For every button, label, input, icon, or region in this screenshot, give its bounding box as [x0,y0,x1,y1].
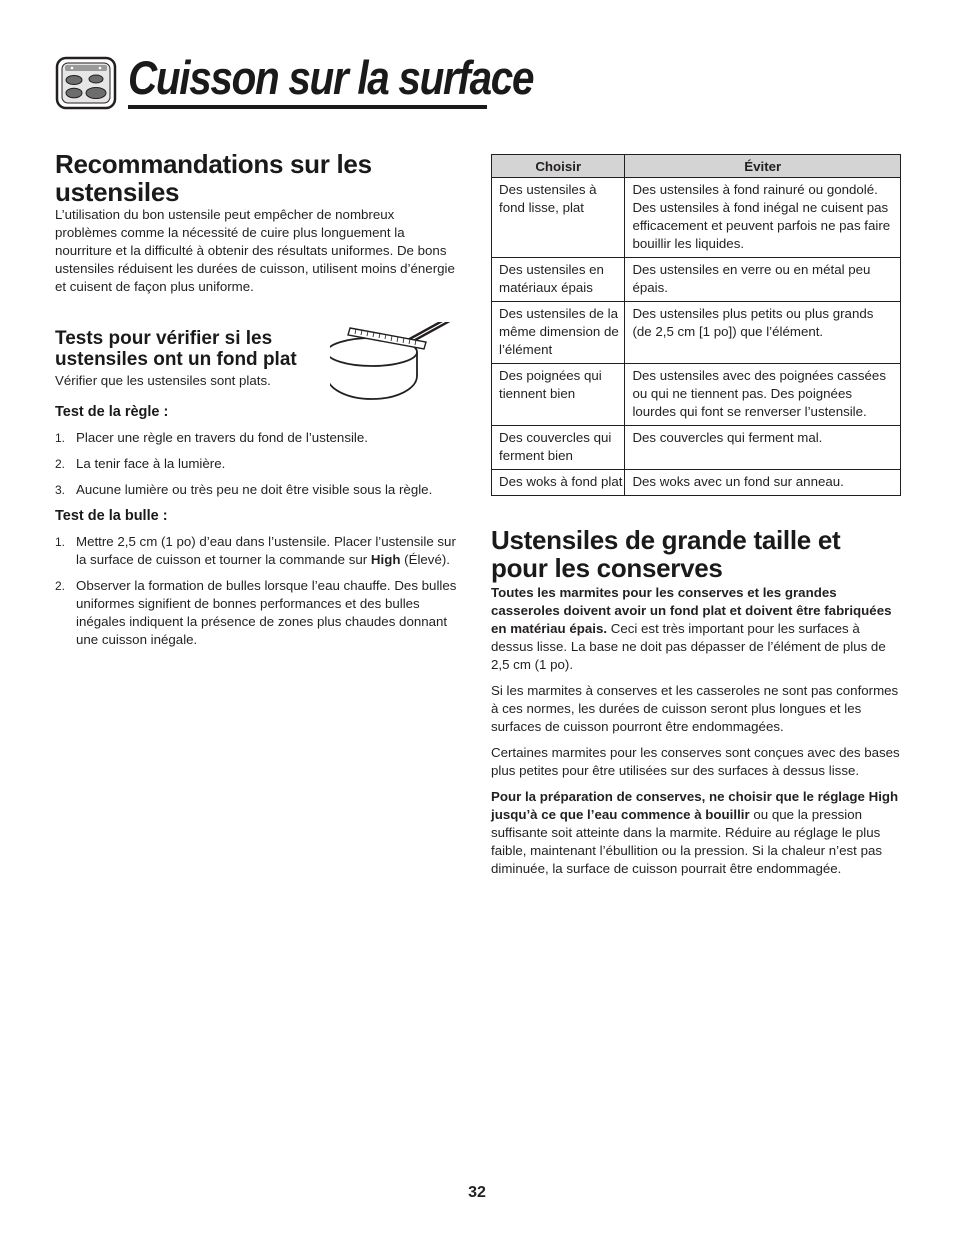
step-number: 2. [55,579,66,593]
section-heading: Ustensiles de grande taille et pour les conserves [491,525,841,583]
list-item [55,481,458,499]
step-text-end: (Élevé). [400,552,450,567]
choose-cell: Des ustensiles en matériaux épais [492,258,625,302]
paragraph-text: ou que la pression suffisante soit atteinte dans la marmite. Réduire au réglage le plus faible, maintenant l’ébullition ou la pression. Si la chaleur n’est pas diminuée, la surface de cuisson pourrait être endommagée. [491,807,883,876]
paragraph [491,788,901,878]
table-row [492,470,901,496]
pan-with-ruler-illustration [330,322,460,402]
choose-avoid-table [491,154,901,496]
list-item [55,429,458,447]
ruler-test-steps [55,429,458,499]
list-item [55,577,458,649]
ruler-test-heading: Test de la règle : [55,404,169,420]
bubble-test-heading: Test de la bulle : [55,508,168,524]
table-header-row [492,155,901,178]
bold-lead: Toutes les marmites pour les conserves et les grandes casseroles doivent avoir un fond plat et doivent être fabriquées en matériau épais. [491,585,892,636]
step-text: La tenir face à la lumière. [76,456,226,471]
choose-cell: Des poignées qui tiennent bien [492,364,625,426]
table-row [492,426,901,470]
page-number: 32 [468,1184,486,1201]
title-underline [128,105,487,109]
paragraph [491,584,901,674]
choose-cell: Des ustensiles à fond lisse, plat [492,178,625,258]
choose-cell: Des woks à fond plat [492,470,625,496]
step-number: 1. [55,431,66,445]
flat-bottom-tests [55,328,458,649]
step-text: Observer la formation de bulles lorsque l’eau chauffe. Des bulles uniformes signifient de bonnes performances et des bulles inégales indiquent la présence de zones plus chaudes donnant une cuisson inégale. [76,578,457,647]
step-number: 1. [55,535,66,549]
step-number: 2. [55,457,66,471]
choose-cell: Des ustensiles de la même dimension de l’élément [492,302,625,364]
table-row [492,364,901,426]
avoid-cell: Des ustensiles plus petits ou plus grands (de 2,5 cm [1 po]) que l’élément. [625,302,901,364]
avoid-cell: Des ustensiles avec des poignées cassées ou qui ne tiennent pas. Des poignées lourdes qui font se renverser l’ustensile. [625,364,901,426]
choose-cell: Des couvercles qui ferment bien [492,426,625,470]
flat-test-heading: Tests pour vérifier si les ustensiles ont un fond plat [55,328,297,370]
avoid-cell: Des ustensiles à fond rainuré ou gondolé. Des ustensiles à fond inégal ne cuisent pas efficacement et peuvent parfois ne pas faire bouillir les liquides. [625,178,901,258]
avoid-cell: Des ustensiles en verre ou en métal peu épais. [625,258,901,302]
cooktop-icon [55,55,117,110]
page-title: Cuisson sur la surface [128,51,534,104]
large-cookware-canning-section [491,526,901,886]
paragraph: Si les marmites à conserves et les casseroles ne sont pas conformes à ces normes, les durées de cuisson seront plus longues et les surfaces de cuisson pourront être endommagées. [491,683,899,734]
step-text: Mettre 2,5 cm (1 po) d’eau dans l’ustensile. Placer l’ustensile sur la surface de cuisson et tourner la commande sur [76,534,456,567]
table-row [492,258,901,302]
step-text: Placer une règle en travers du fond de l’ustensile. [76,430,368,445]
paragraph-text: Ceci est très important pour les surfaces à dessus lisse. La base ne doit pas dépasser de l’élément de plus de 2,5 cm (1 po). [491,621,886,672]
avoid-cell: Des woks avec un fond sur anneau. [625,470,901,496]
header-avoid: Éviter [625,155,901,178]
cookware-recommendations-section [55,150,458,657]
list-item [55,455,458,473]
section-heading: Recommandations sur les ustensiles [55,149,372,207]
avoid-cell: Des couvercles qui ferment mal. [625,426,901,470]
table-row [492,302,901,364]
step-number: 3. [55,483,66,497]
bold-lead: Pour la préparation de conserves, ne choisir que le réglage High jusqu’à ce que l’eau commence à bouillir [491,789,899,822]
table-row [492,178,901,258]
intro-paragraph: L’utilisation du bon ustensile peut empêcher de nombreux problèmes comme la nécessité de cuire plus longuement la nourriture et la difficulté à obtenir des résultats uniformes. De bons ustensiles réduisent les durées de cuisson, utilisent moins d’énergie et cuisent de façon plus uniforme. [55,207,455,294]
bubble-test-steps [55,533,458,649]
step-text: Aucune lumière ou très peu ne doit être visible sous la règle. [76,482,433,497]
setting-high: High [370,552,401,567]
header-choose: Choisir [492,155,625,178]
flat-test-note: Vérifier que les ustensiles sont plats. [55,373,271,388]
paragraph: Certaines marmites pour les conserves sont conçues avec des bases plus petites pour être utilisées sur des surfaces à dessus lisse. [491,745,900,778]
list-item [55,533,458,569]
